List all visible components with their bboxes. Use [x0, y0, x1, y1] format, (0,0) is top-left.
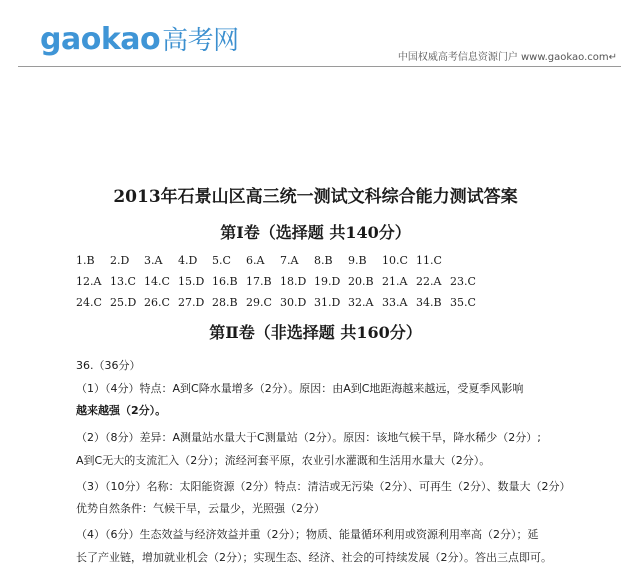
site-header — [0, 0, 631, 70]
answer-item: 28.B — [212, 296, 238, 309]
answer-item: 27.D — [178, 296, 205, 309]
answer-item: 9.B — [348, 254, 367, 267]
answer-item: 24.C — [76, 296, 102, 309]
answer-1-line-2: 越来越强（2分）。 — [76, 404, 167, 417]
answer-item: 17.B — [246, 275, 272, 288]
answer-4-line-1: （4）（6分）生态效益与经济效益并重（2分）；物质、能量循环利用或资源利用率高（2分）；延 — [76, 528, 539, 541]
section-2-heading: 第Ⅱ卷（非选择题 共160分） — [209, 323, 422, 342]
answer-2-line-2: A到C无大的支流汇入（2分）；流经河套平原，农业引水灌溉和生活用水量大（2分）。 — [76, 454, 491, 467]
answer-item: 18.D — [280, 275, 307, 288]
answer-2-line-1: （2）（8分）差异：A测量站水量大于C测量站（2分）。原因：该地气候干旱，降水稀少（2分）; — [76, 431, 541, 444]
answer-item: 25.D — [110, 296, 137, 309]
answer-item: 21.A — [382, 275, 408, 288]
answer-1-line-1: （1）（4分）特点：A到C降水量增多（2分）。原因：由A到C地距海越来越远，受夏季风影响 — [76, 382, 524, 395]
answer-item: 31.D — [314, 296, 341, 309]
answer-item: 13.C — [110, 275, 136, 288]
answer-4-line-2: 长了产业链，增加就业机会（2分）；实现生态、经济、社会的可持续发展（2分）。答出三点即可。 — [76, 551, 552, 564]
question-36-heading: 36.（36分） — [76, 359, 141, 372]
answer-item: 20.B — [348, 275, 374, 288]
answer-item: 6.A — [246, 254, 265, 267]
answer-item: 2.D — [110, 254, 130, 267]
answer-item: 8.B — [314, 254, 333, 267]
answers-row-3 — [76, 296, 484, 309]
site-logo[interactable] — [40, 20, 239, 57]
answer-item: 33.A — [382, 296, 408, 309]
answer-item: 34.B — [416, 296, 442, 309]
answer-3-line-2: 优势自然条件：气候干旱，云量少，光照强（2分） — [76, 502, 325, 515]
answer-item: 4.D — [178, 254, 198, 267]
answer-item: 35.C — [450, 296, 476, 309]
answer-item: 1.B — [76, 254, 95, 267]
answer-item: 3.A — [144, 254, 163, 267]
answer-3-line-1: （3）（10分）名称：太阳能资源（2分）特点：清洁或无污染（2分）、可再生（2分）、数量大（2分） — [76, 480, 571, 493]
answer-item: 23.C — [450, 275, 476, 288]
logo-cn-text: 高考网 — [162, 26, 239, 56]
answer-item: 32.A — [348, 296, 374, 309]
document-title: 2013年石景山区高三统一测试文科综合能力测试答案 — [113, 187, 518, 207]
answer-item: 5.C — [212, 254, 231, 267]
answer-item: 7.A — [280, 254, 299, 267]
answer-item: 16.B — [212, 275, 238, 288]
answer-item: 10.C — [382, 254, 408, 267]
header-divider — [18, 66, 621, 67]
answer-item: 30.D — [280, 296, 307, 309]
answer-item: 15.D — [178, 275, 205, 288]
answer-item: 26.C — [144, 296, 170, 309]
section-1-heading: 第Ⅰ卷（选择题 共140分） — [220, 223, 411, 242]
answer-item: 29.C — [246, 296, 272, 309]
answer-item: 14.C — [144, 275, 170, 288]
answer-item: 22.A — [416, 275, 442, 288]
answers-row-2 — [76, 275, 484, 288]
answer-item: 12.A — [76, 275, 102, 288]
answer-item: 11.C — [416, 254, 442, 267]
answers-row-1 — [76, 254, 450, 267]
site-tagline: 中国权威高考信息资源门户 www.gaokao.com↵ — [397, 52, 617, 63]
logo-text: gaokao — [40, 22, 161, 57]
answer-item: 19.D — [314, 275, 341, 288]
